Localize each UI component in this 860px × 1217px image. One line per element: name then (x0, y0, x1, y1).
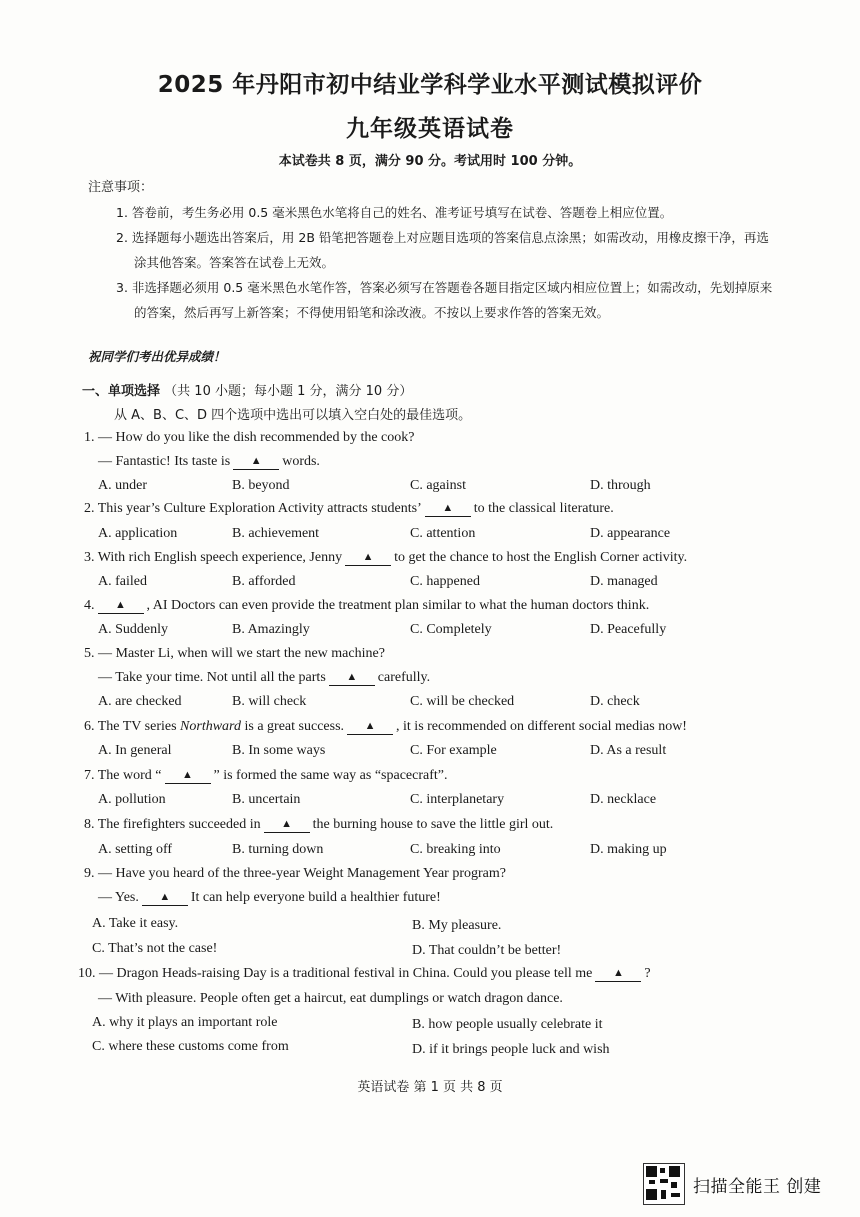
notice-heading: 注意事项： (88, 180, 154, 195)
option-a: A. setting off (98, 842, 173, 857)
option-b: B. how people usually celebrate it (412, 1017, 603, 1032)
question-stem-line2: — With pleasure. People often get a haircut, eat dumplings or watch dragon dance. (98, 991, 563, 1006)
watermark-text: 扫描全能王 创建 (693, 1176, 822, 1197)
option-c: C. That’s not the case! (92, 941, 218, 956)
answer-blank (345, 551, 391, 566)
section-detail: （共 10 小题；每小题 1 分，满分 10 分） (164, 384, 413, 399)
answer-blank (264, 818, 310, 833)
exam-info: 本试卷共 8 页，满分 90 分。考试用时 100 分钟。 (278, 154, 582, 169)
answer-blank (425, 502, 471, 517)
option-a: A. failed (98, 574, 147, 589)
option-b: B. Amazingly (232, 622, 310, 637)
option-d: D. As a result (590, 743, 667, 758)
option-c: C. against (410, 478, 466, 493)
good-luck-message: 祝同学们考出优异成绩！ (88, 349, 226, 364)
notice-item: 2. 选择题每小题选出答案后，用 2B 铅笔把答题卷上对应题目选项的答案信息点涂黑；如需改动，用橡皮擦干净，再选涂其他答案。答案答在试卷上无效。 (116, 230, 769, 270)
option-a: A. Suddenly (98, 622, 168, 637)
qr-code-icon (643, 1163, 685, 1205)
option-b: B. In some ways (232, 743, 326, 758)
option-c: C. breaking into (410, 842, 501, 857)
option-b: B. uncertain (232, 792, 301, 807)
notice-item: 3. 非选择题必须用 0.5 毫米黑色水笔作答，答案必须写在答题卷各题目指定区域内相应位置上；如需改动，先划掉原来的答案，然后再写上新答案；不得使用铅笔和涂改液。不按以上要求作答的答案无效。 (116, 280, 773, 320)
triangle-icon: ▲ (182, 769, 193, 781)
option-a: A. application (98, 526, 178, 541)
option-d: D. appearance (590, 526, 671, 541)
option-c: C. where these customs come from (92, 1039, 289, 1054)
question-stem: 3. With rich English speech experience, Jenny ▲ to get the chance to host the English Corner activity. (84, 550, 688, 565)
option-b: B. afforded (232, 574, 296, 589)
answer-blank (329, 671, 375, 686)
section-number: 一、 (82, 384, 109, 399)
question-stem-line2: — Yes. ▲ It can help everyone build a healthier future! (98, 890, 441, 905)
triangle-icon: ▲ (159, 891, 171, 903)
exam-subject-title: 九年级英语试卷 (346, 116, 514, 142)
option-a: A. In general (98, 743, 172, 758)
option-d: D. managed (590, 574, 658, 589)
option-c: C. interplanetary (410, 792, 505, 807)
option-a: A. under (98, 478, 147, 493)
page-footer: 英语试卷 第 1 页 共 8 页 (357, 1080, 503, 1095)
triangle-icon: ▲ (612, 967, 624, 979)
question-stem: 5. — Master Li, when will we start the new machine? (84, 646, 385, 661)
option-c: C. will be checked (410, 694, 515, 709)
option-b: B. beyond (232, 478, 290, 493)
option-b: B. My pleasure. (412, 918, 502, 933)
question-stem: 10. — Dragon Heads-raising Day is a traditional festival in China. Could you please tell me ▲ ? (78, 966, 651, 981)
notice-list (116, 200, 776, 325)
triangle-icon: ▲ (115, 599, 126, 611)
answer-blank (595, 967, 641, 982)
option-a: A. why it plays an important role (92, 1015, 278, 1030)
answer-blank (347, 720, 393, 735)
tv-series-title: Northward (180, 719, 241, 734)
option-c: C. attention (410, 526, 476, 541)
option-a: A. Take it easy. (92, 916, 179, 931)
section-instruction: 从 A、B、C、D 四个选项中选出可以填入空白处的最佳选项。 (114, 408, 472, 423)
question-stem: 2. This year’s Culture Exploration Activity attracts students’ ▲ to the classical literature. (84, 501, 614, 516)
question-stem: 7. The word “ ▲ ” is formed the same way as “spacecraft”. (84, 768, 448, 783)
scanner-watermark (643, 1163, 821, 1205)
triangle-icon: ▲ (364, 720, 376, 732)
option-d: D. check (590, 694, 640, 709)
question-stem: 8. The firefighters succeeded in ▲ the burning house to save the little girl out. (84, 817, 554, 832)
triangle-icon: ▲ (346, 671, 358, 683)
question-stem: 6. The TV series Northward is a great success. ▲ , it is recommended on different social medias now! (84, 719, 687, 734)
option-b: B. achievement (232, 526, 320, 541)
option-c: C. Completely (410, 622, 492, 637)
option-c: C. For example (410, 743, 497, 758)
option-d: D. making up (590, 842, 667, 857)
option-a: A. are checked (98, 694, 182, 709)
triangle-icon: ▲ (362, 551, 374, 563)
option-d: D. through (590, 478, 651, 493)
option-d: D. necklace (590, 792, 657, 807)
question-stem: 1. — How do you like the dish recommended by the cook? (84, 430, 415, 445)
option-c: C. happened (410, 574, 480, 589)
section-heading (82, 380, 412, 399)
notice-item: 1. 答卷前，考生务必用 0.5 毫米黑色水笔将自己的姓名、准考证号填写在试卷、答题卷上相应位置。 (116, 205, 673, 220)
triangle-icon: ▲ (442, 502, 454, 514)
option-a: A. pollution (98, 792, 166, 807)
option-b: B. will check (232, 694, 307, 709)
option-d: D. if it brings people luck and wish (412, 1042, 610, 1057)
question-stem-line2: — Take your time. Not until all the parts ▲ carefully. (98, 670, 431, 685)
answer-blank (98, 599, 144, 614)
triangle-icon: ▲ (250, 455, 262, 467)
triangle-icon: ▲ (281, 818, 293, 830)
question-stem-line2: — Fantastic! Its taste is ▲ words. (98, 454, 320, 469)
option-b: B. turning down (232, 842, 324, 857)
answer-blank (233, 455, 279, 470)
answer-blank (165, 769, 211, 784)
option-d: D. Peacefully (590, 622, 667, 637)
question-stem: 9. — Have you heard of the three-year Weight Management Year program? (84, 866, 506, 881)
option-d: D. That couldn’t be better! (412, 943, 562, 958)
answer-blank (142, 891, 188, 906)
question-stem: 4. ▲ , AI Doctors can even provide the treatment plan similar to what the human doctors think. (84, 598, 650, 613)
exam-title: 2025 年丹阳市初中结业学科学业水平测试模拟评价 (157, 72, 703, 98)
section-name: 单项选择 (108, 384, 161, 399)
